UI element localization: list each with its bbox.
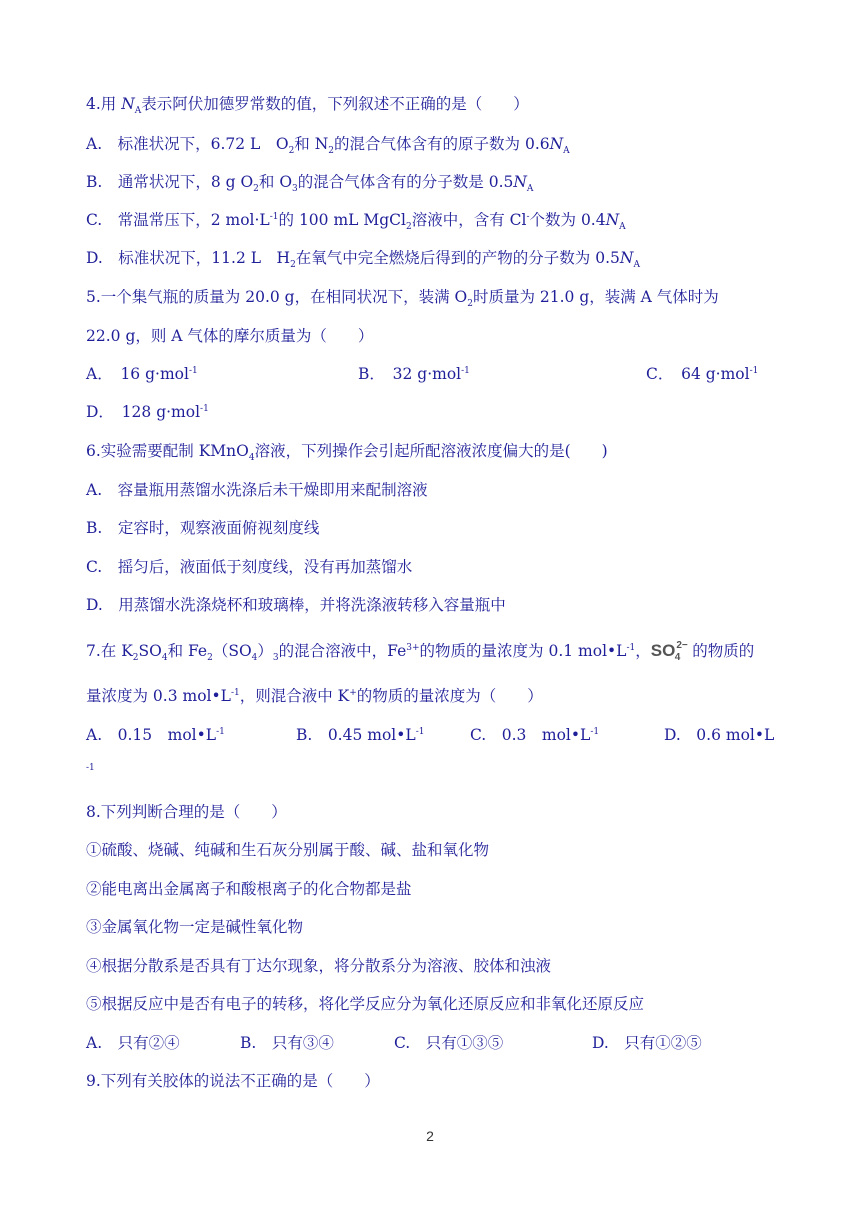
na-sub: A [134,106,142,117]
sup: -1 [626,642,636,653]
q4-stem-part: 4.用 [86,95,122,113]
sup: - [526,211,530,222]
sup: -1 [590,726,600,737]
q6-option-d: D. 用蒸馏水洗涤烧杯和玻璃棒，并将洗涤液转移入容量瓶中 [86,596,506,614]
q7-text: ，则混合液中 K [239,687,350,705]
q5-b-text: B． 32 g·mol [358,365,462,383]
q5-stem-line1 [86,287,774,310]
q7-text: 7.在 K [86,642,133,660]
q7-option-b [296,725,424,745]
q8-item-5: ⑤根据反应中是否有电子的转移，将化学反应分为氧化还原反应和非氧化还原反应 [86,995,645,1013]
sup: -1 [415,726,425,737]
q5-a-text: A． 16 g·mol [86,365,189,383]
q4-option-a [86,134,774,157]
q6-text: 6.实验需要配制 KMnO [86,442,249,460]
na-symbol: N [121,95,135,113]
na-symbol: N [605,211,620,229]
sup: -1 [188,365,198,376]
sup: -1 [230,687,240,698]
sub: 2 [467,299,473,310]
q7-option-c [470,725,599,745]
sub: 2 [253,184,259,195]
sub: 2 [288,146,295,157]
q5-text: 时质量为 21.0 g，装满 A 气体时为 [472,288,719,306]
sub: 2 [290,260,296,271]
na-sub: A [633,260,640,271]
q9-stem: 9.下列有关胶体的说法不正确的是（ ） [86,1072,380,1090]
q4-d-text: D. 标准状况下，11.2 L H [86,249,291,267]
q4-a-text: 的混合气体含有的原子数为 0.6 [334,135,550,153]
sub: 4 [161,653,168,664]
q6-option-c: C. 摇匀后，液面低于刻度线，没有再加蒸馏水 [86,558,413,576]
na-symbol: N [513,173,527,191]
q6-option-a: A. 容量瓶用蒸馏水洗涤后未干燥即用来配制溶液 [86,481,428,499]
sub: 3 [272,653,279,664]
q4-a-text: A. 标准状况下，6.72 L O [86,135,289,153]
q7-a-text: A. 0.15 mol•L [86,726,217,744]
q8-option-a: A. 只有②④ [86,1034,180,1052]
q5-option-a [86,364,198,384]
q4-c-text: 的 100 mL MgCl [278,211,406,229]
page-number: 2 [426,1128,434,1144]
q8-option-c: C. 只有①③⑤ [394,1034,504,1052]
q4-c-text: 个数为 0.4 [529,211,606,229]
q5-c-text: C． 64 g·mol [646,365,750,383]
so4-main: SO [650,641,676,660]
q8-item-2: ②能电离出金属离子和酸根离子的化合物都是盐 [86,880,412,898]
q5-option-b [358,364,470,384]
q7-text: SO [138,642,162,660]
q7-option-a [86,725,225,745]
q8-item-4: ④根据分散系是否具有丁达尔现象，将分散系分为溶液、胶体和浊液 [86,957,552,975]
q7-option-d-wrap: -1 [86,763,95,773]
sub: 3 [292,184,298,195]
q7-text: 的物质的量浓度为（ ） [356,687,543,705]
q6-stem [86,441,774,464]
q8-item-1: ①硫酸、烧碱、纯碱和生石灰分别属于酸、碱、盐和氧化物 [86,841,490,859]
q7-stem-line1 [86,641,774,664]
q4-option-c [86,210,774,233]
sub: 2 [132,653,139,664]
q4-stem [86,94,774,117]
q8-option-b: B. 只有③④ [240,1034,334,1052]
q4-d-text: 在氧气中完全燃烧后得到的产物的分子数为 0.5 [295,249,620,267]
q7-c-text: C. 0.3 mol•L [470,726,591,744]
so4-charge: 2− [676,640,688,651]
q8-item-3: ③金属氧化物一定是碱性氧化物 [86,918,304,936]
sulfate-ion-formula [650,640,693,663]
q5-d-text: D． 128 g·mol [86,403,201,421]
sub: 4 [251,653,258,664]
sub: 4 [248,453,255,464]
q4-c-text: C. 常温常压下，2 mol·L [86,211,270,229]
sup: -1 [269,211,279,222]
q6-option-b: B. 定容时，观察液面俯视刻度线 [86,519,320,537]
q7-text: 和 Fe [167,642,208,660]
q4-b-text: 的混合气体含有的分子数是 0.5 [297,173,514,191]
q5-option-d [86,402,774,422]
sup: -1 [749,365,759,376]
na-symbol: N [549,135,564,153]
q7-text: 的物质的量浓度为 0.1 mol•L [419,642,627,660]
q8-option-d: D. 只有①②⑤ [592,1034,702,1052]
q5-option-c [646,364,758,384]
na-symbol: N [619,249,634,267]
sup: 3+ [406,642,420,653]
q8-stem: 8.下列判断合理的是（ ） [86,803,287,821]
q7-text: ） [257,642,273,660]
sup: -1 [200,403,209,414]
q7-text: 的混合溶液中，Fe [278,642,407,660]
q7-text: ， [635,642,651,660]
q4-option-b [86,172,774,195]
sup: -1 [216,726,225,737]
na-sub: A [526,184,534,195]
q4-c-text: 溶液中，含有 Cl [411,211,527,229]
q7-b-text: B. 0.45 mol•L [296,726,416,744]
na-sub: A [563,146,570,157]
sup: + [349,687,357,698]
q4-b-text: 和 O [258,173,293,191]
na-sub: A [619,222,626,233]
q5-text: 5.一个集气瓶的质量为 20.0 g，在相同状况下，装满 O [86,288,468,306]
q7-stem-line2 [86,686,774,706]
q6-text: 溶液，下列操作会引起所配溶液浓度偏大的是( ) [254,442,608,460]
sup: -1 [461,365,470,376]
q4-a-text: 和 N [294,135,329,153]
sub: 2 [328,146,335,157]
q7-text: 量浓度为 0.3 mol•L [86,687,231,705]
sub: 2 [405,222,412,233]
q5-stem-line2: 22.0 g，则 A 气体的摩尔质量为（ ） [86,327,374,345]
q4-option-d [86,248,774,271]
q7-option-d: D. 0.6 mol•L [664,726,775,744]
sub: 2 [207,653,213,664]
q4-b-text: B. 通常状况下，8 g O [86,173,254,191]
q4-stem-part: 表示阿伏加德罗常数的值，下列叙述不正确的是（ ） [141,95,529,113]
q7-text: 的物质的 [692,642,755,660]
so4-sub: 4 [674,652,681,663]
q7-text: （SO [212,642,252,660]
